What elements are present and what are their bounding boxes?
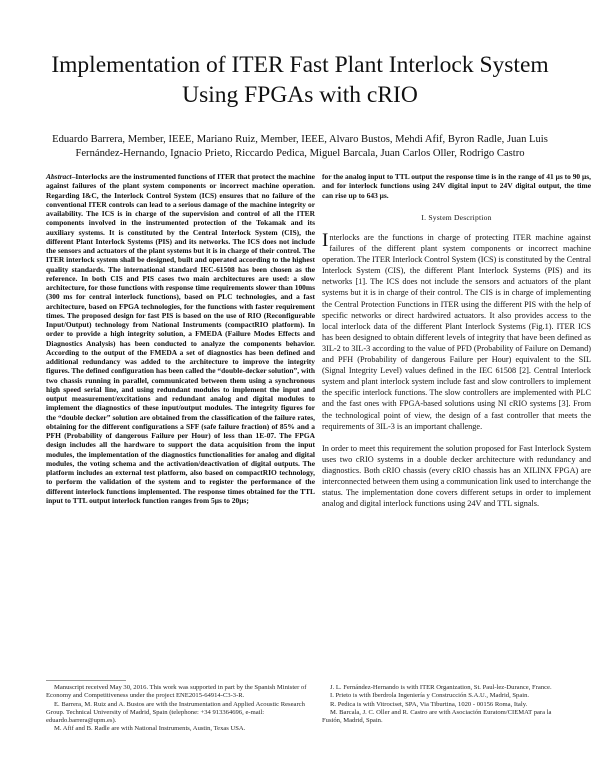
right-column	[322, 172, 591, 520]
section-paragraph-1-text: nterlocks are the functions in charge of protecting ITER machine against failures of the different plant system components or incorrect machine operation. The ITER Interlock Control System (ICS) is constituted by the Central Interlock System (CIS), the different Plant Interlock Systems (PIS) and its networks [1]. The ICS does not include the sensors and actuators of the plant systems but it is in charge of their control. The CIS is in charge of implementing the Central Protection Functions in ITER using the different PIS with the help of specific networks or direct hardwired actuators. It also provides access to the local interlock data of the different Plant Interlock Systems (Fig.1). ITER ICS has been designed to obtain different levels of integrity that have been defined as 3IL-2 to 3IL-3 according to the value of PFD (Probability of Failure on Demand) and PFH (Probability of dangerous Failure per Hour) equivalent to the SIL (Signal Integrity Level) values defined in the IEC 61508 [2]. Central Interlock system and plant interlock system include fast and slow controllers to implement the specific interlock functions. The slow controllers are implemented with PLC and the fast ones with FPGA-based solutions using NI cRIO systems [3]. From the technological point of view, the design of a fast controller that meets the requirements of 3IL-3 is an important challenge.	[322, 233, 591, 431]
author-list: Eduardo Barrera, Member, IEEE, Mariano Ruiz, Member, IEEE, Alvaro Bustos, Mehdi Afif, Byron Radle, Juan Luis Fernández-Hernando, Ignacio Prieto, Riccardo Pedica, Miguel Barcala, Juan Carlos Oller, Rodrigo Castro	[52, 134, 548, 159]
abstract	[46, 172, 315, 505]
left-column	[46, 172, 315, 505]
abstract-text-left: –Interlocks are the instrumented functions of ITER that protect the machine against failures of the plant system components or incorrect machine operation. Regarding I&C, the Interlock Control System (ICS) ensures that no failure of the conventional ITER controls can lead to a serious damage of the machine integrity or availability. The ICS is in charge of the supervision and control of all the ITER components involved in the instrumented protection of the Tokamak and its auxiliary systems. It is constituted by the Central Interlock System (CIS), the different Plant Interlock Systems (PIS) and its networks. The ICS does not include the sensors and actuators of the plant systems but it is in charge of their control. The ITER interlock system shall be designed, built and operated according to the highest quality standards. The international standard IEC-61508 has been chosen as the reference. In both CIS and PIS cases two main architectures are used: a slow architecture, for those functions with response time requirements slower than 100ms (300 ms for central interlock functions), based on PLC technologies, and a fast architecture, based on FPGA technologies, for the functions with faster requirement times. The proposed design for fast PIS is based on the use of RIO (Reconfigurable Input/Output) technology from National Instruments (compactRIO platform). In order to provide a high integrity solution, a FMEDA (Failure Modes Effects and Diagnostics Analysis) has been conducted to analyze the components behavior. According to the output of the FMEDA a set of diagnostics has been defined and additional redundancy was added to the architecture to improve the integrity figures. The defined configuration has been called the “double-decker solution”, with two chassis running in parallel, communicated between them using a synchronous high speed serial line, and using redundant modules to implement the input and output measurement/excitations and redundant analog and digital modules to implement the diagnostics of these input/output modules. The integrity figures for the “double decker” solution are obtained from the classification of the failure rates, obtaining for the different configurations a SFF (safe failure fraction) of 85% and a PFH (Probability of dangerous Failure per Hour) of less than 1E-07. The FPGA design includes all the hardware to support the data acquisition from the input modules, the implementation of the diagnostics functionalities for analog and digital modules, the voting schema and the activation/deactivation of digital outputs. The platform includes an external test platform, also based on compactRIO technology, to perform the validation of the system and to register the performance of the different interlock functions implemented. The response times obtained for the TTL input to TTL output interlock function ranges from 5μs to 20μs;	[46, 172, 316, 505]
footnote: J. L. Fernández-Hernando is with ITER Organization, St. Paul-lez-Durance, France.	[330, 684, 552, 691]
section-body	[322, 232, 591, 509]
footnote-rule	[46, 680, 126, 681]
section-paragraph-1	[322, 232, 591, 432]
footnote: M. Barcala, J. C. Oller and R. Castro are with Asociación Euratom/CIEMAT para la Fusión, Madrid, Spain.	[322, 708, 552, 725]
footnote: I. Prieto is with Iberdrola Ingeniería y Construcción S.A.U., Madrid, Spain.	[330, 692, 530, 700]
footnote: R. Pedica is with Vitrociset, SPA, Via Tiburtina, 1020 - 00156 Roma, Italy.	[330, 700, 528, 708]
section-paragraph-2: In order to meet this requirement the solution proposed for Fast Interlock System uses two cRIO systems in a double decker architecture with redundancy and diagnostics. Both cRIO chassis (every cRIO chassis has an XILINX FPGA) are interconnected between them using a communication link used to interchange the status. The implementation done covers different setups in order to implement analog and digital interlock functions using 24V and TTL signals.	[322, 443, 591, 509]
footnote: Manuscript received May 30, 2016. This work was supported in part by the Spanish Minister of Economy and Competitiveness under the project ENE2015-64914-C3-3-R.	[46, 684, 307, 700]
footnotes-left	[46, 684, 315, 734]
drop-cap: I	[322, 230, 329, 251]
footnote: M. Afif and B. Radle are with National Instruments, Austin, Texas USA.	[54, 725, 246, 733]
footnote: E. Barrera, M. Ruiz and A. Bustos are with the Instrumentation and Applied Acoustic Research Group. Technical University of Madrid, Spain (telephone: +34 913364696, e-mail: eduardo.barrera@upm.es).	[46, 700, 305, 725]
section-heading: I. System Description	[421, 212, 492, 222]
abstract-lead: Abstract	[46, 172, 72, 181]
paper-title: Implementation of ITER Fast Plant Interlock System Using FPGAs with cRIO	[51, 52, 549, 108]
footnotes-right	[322, 684, 562, 725]
abstract-continued: for the analog input to TTL output the response time is in the range of 41 μs to 90 μs, and for interlock functions using 24V digital input to 24V digital output, the time can rise up to 643 μs.	[322, 172, 591, 200]
